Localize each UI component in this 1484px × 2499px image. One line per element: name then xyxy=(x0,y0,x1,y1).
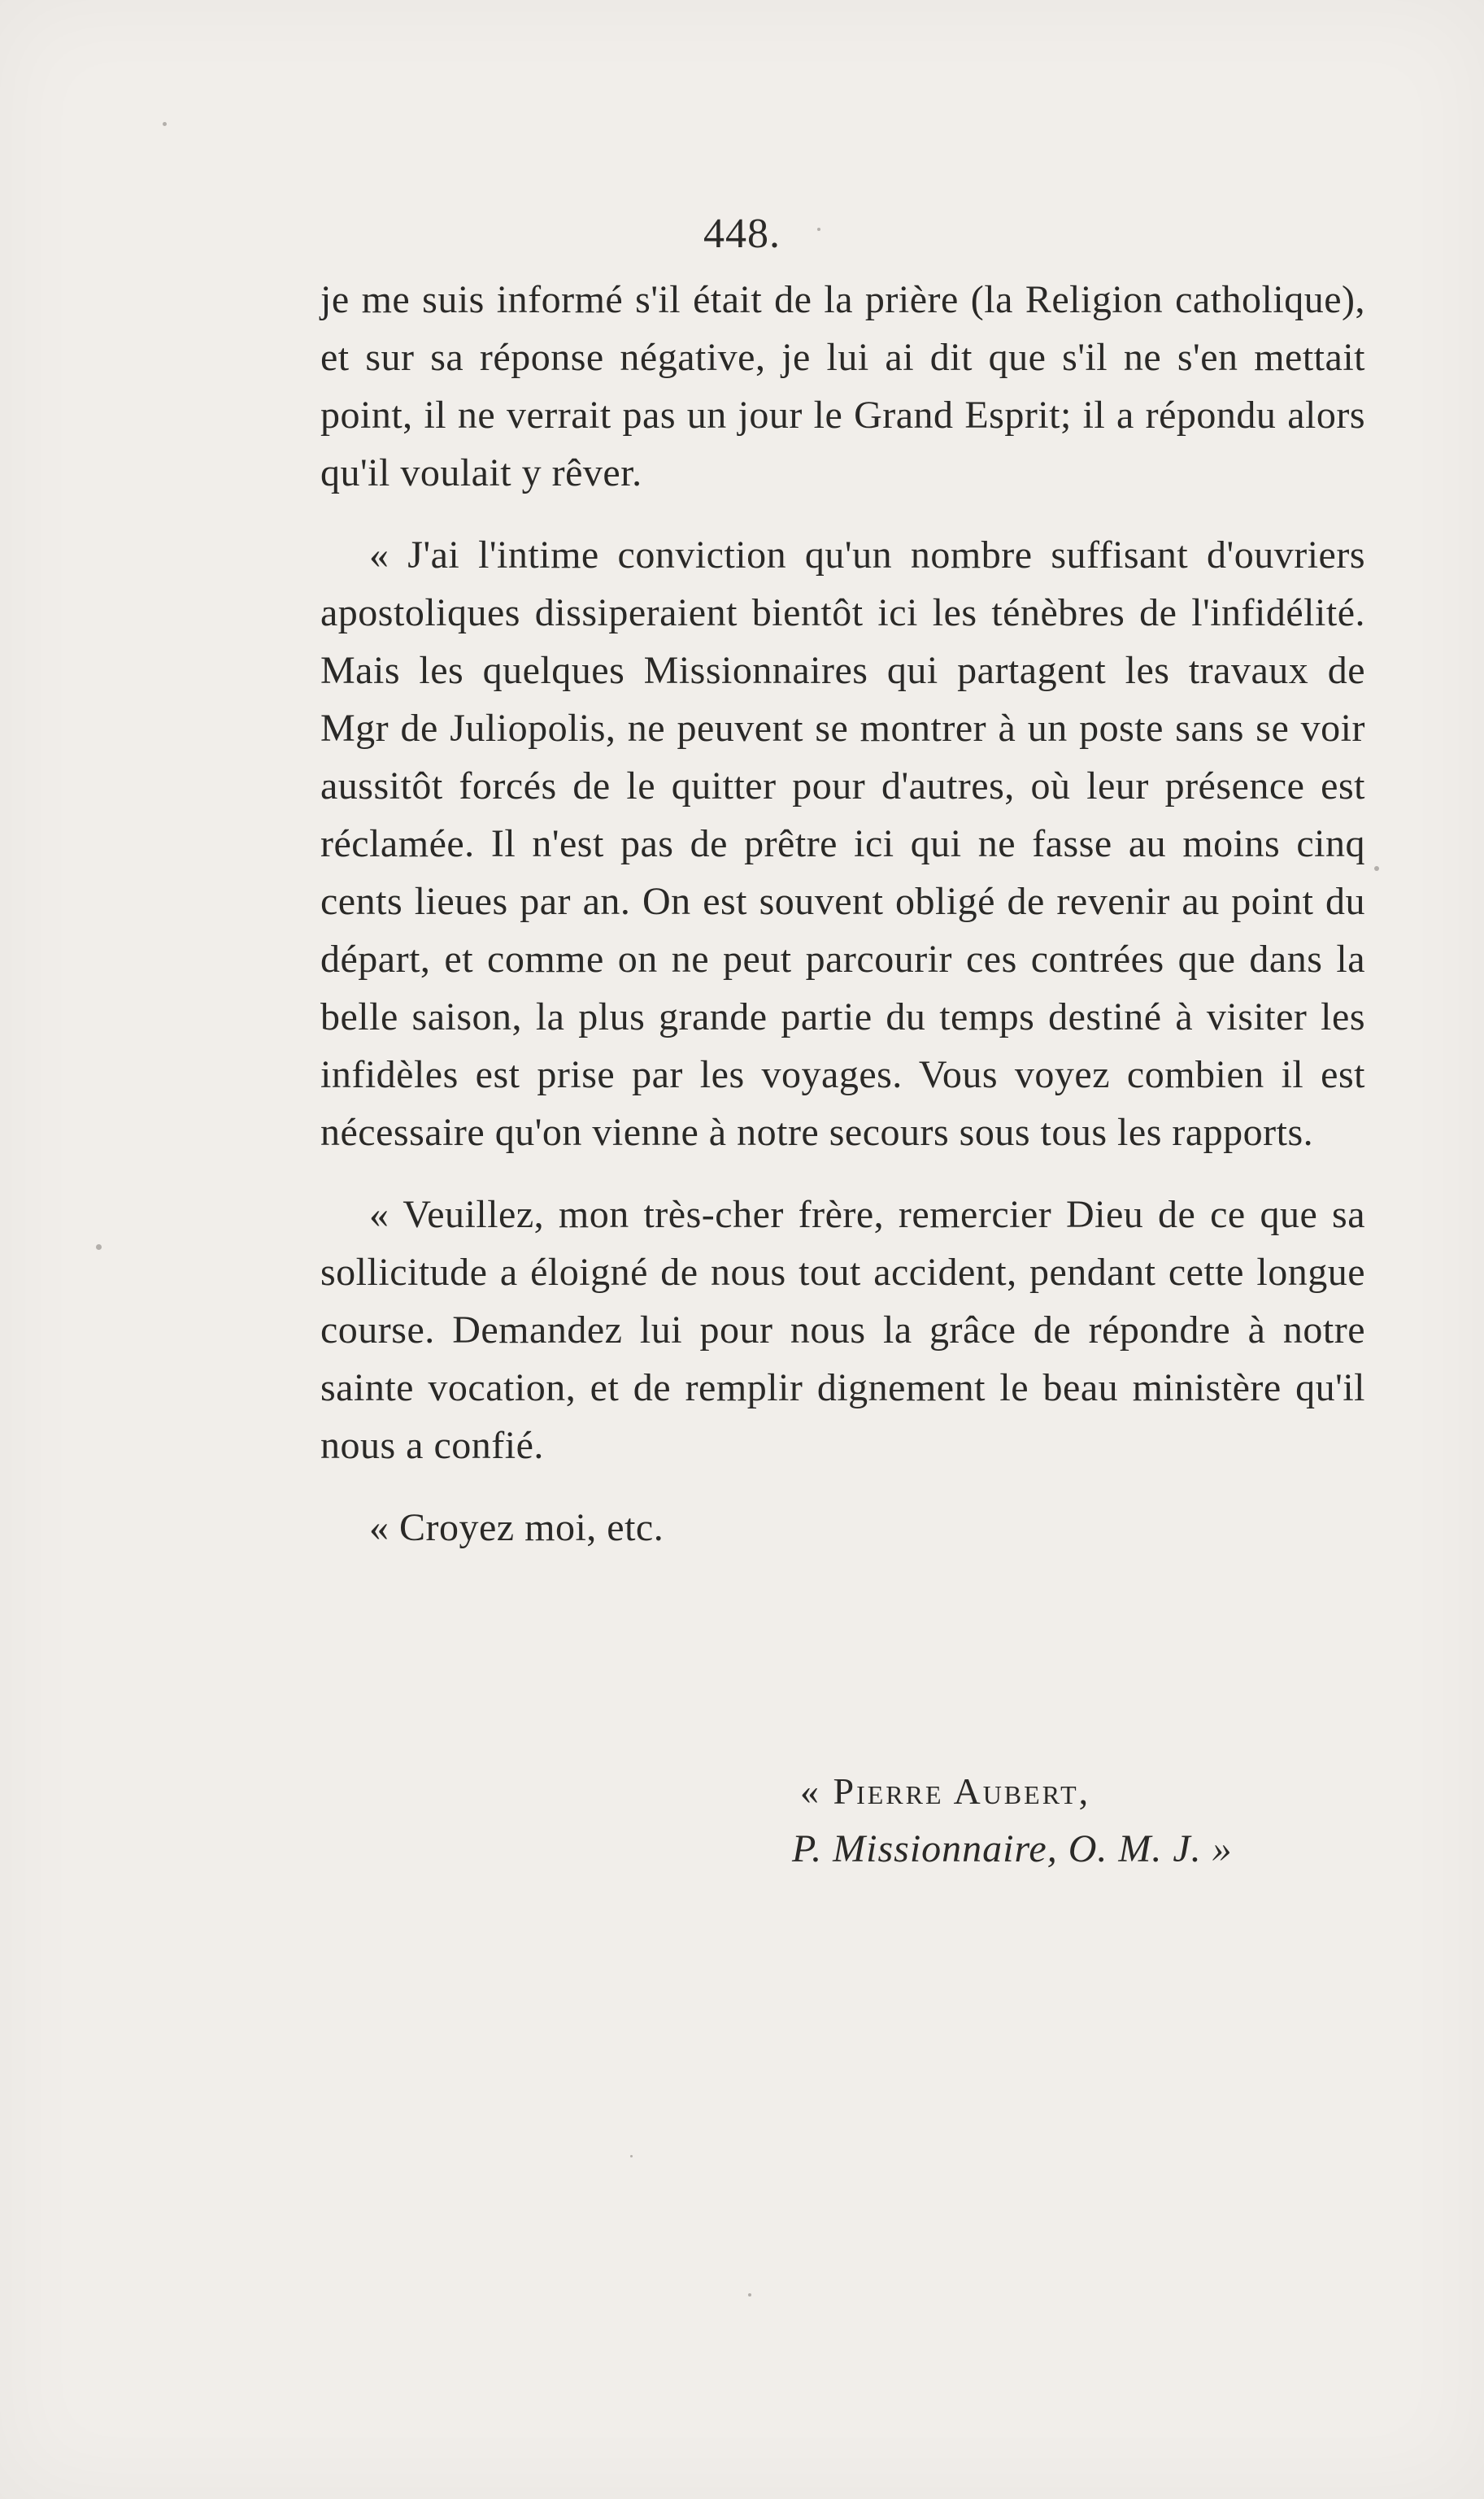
page-number: 448. xyxy=(703,211,781,257)
paragraph-3: « Veuillez, mon très-cher frère, remercier Dieu de ce que sa sollicitude a éloigné de nous tout accident, pendant cette longue course. Demandez lui pour nous la grâce de répondre à notre sainte vocation, et de remplir dignement le beau ministère qu'il nous a confié. xyxy=(320,1193,1365,1467)
paragraph-1: je me suis informé s'il était de la prière (la Religion catholique), et sur sa réponse négative, je lui ai dit que s'il ne s'en mettait point, il ne verrait pas un jour le Grand Esprit; il a répondu alors qu'il voulait y rêver. xyxy=(320,278,1365,494)
body-text xyxy=(320,271,1365,1556)
paragraph-2: « J'ai l'intime conviction qu'un nombre suffisant d'ouvriers apostoliques dissiperaient bientôt ici les ténèbres de l'infidélité. Mais les quelques Missionnaires qui partagent les travaux de Mgr de Juliopolis, ne peuvent se montrer à un poste sans se voir aussitôt forcés de le quitter pour d'autres, où leur présence est réclamée. Il n'est pas de prêtre ici qui ne fasse au moins cinq cents lieues par an. On est souvent obligé de revenir au point du départ, et comme on ne peut parcourir ces contrées que dans la belle saison, la plus grande partie du temps destiné à visiter les infidèles est prise par les voyages. Vous voyez combien il est nécessaire qu'on vienne à notre secours sous tous les rapports. xyxy=(320,533,1365,1154)
paragraph-4: « Croyez moi, etc. xyxy=(369,1506,664,1549)
signature-name: « Pierre Aubert, xyxy=(800,1770,1091,1812)
signature-title: P. Missionnaire, O. M. J. » xyxy=(792,1827,1233,1870)
